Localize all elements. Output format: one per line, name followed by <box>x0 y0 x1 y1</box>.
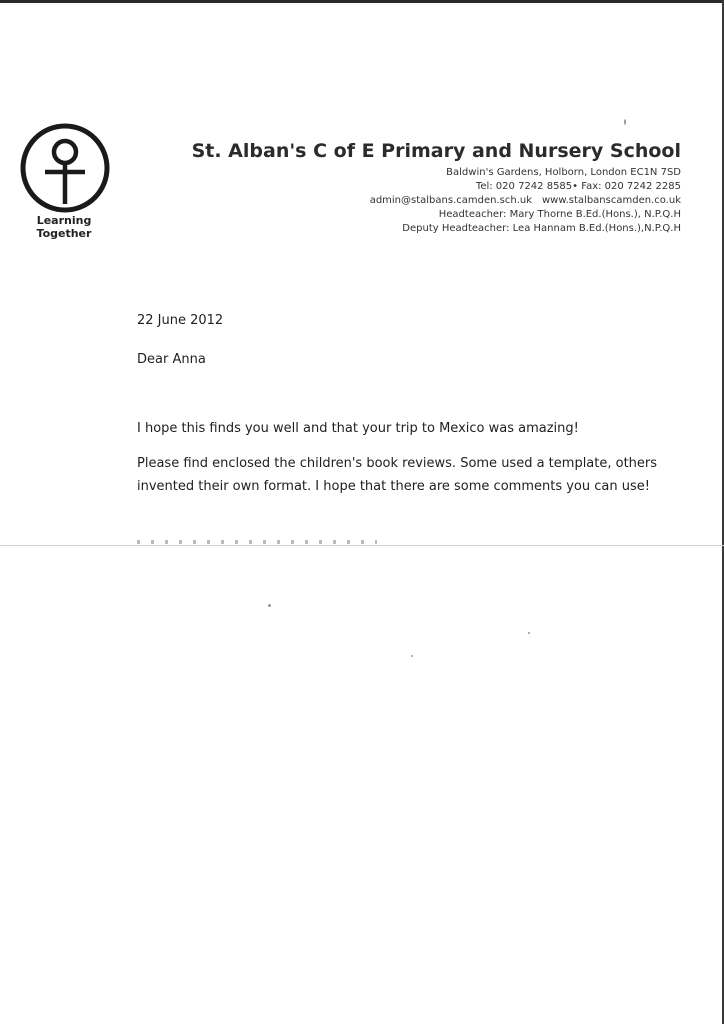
cut-off-text-fragment <box>137 540 377 544</box>
school-name-heading: St. Alban's C of E Primary and Nursery School <box>191 140 681 162</box>
letter-paragraph-1: I hope this finds you well and that your trip to Mexico was amazing! <box>137 421 579 436</box>
contact-details <box>370 166 681 236</box>
letter-paragraph-2: Please find enclosed the children's book reviews. Some used a template, others invented their own format. I hope that there are some comments you can use! <box>137 456 658 494</box>
letter-body <box>137 312 677 498</box>
scan-top-edge <box>0 0 724 3</box>
ankh-cross-circle-icon <box>19 122 111 214</box>
scan-speck <box>624 119 626 125</box>
scan-speck <box>411 655 413 657</box>
letter-salutation: Dear Anna <box>137 352 206 367</box>
school-address: Baldwin's Gardens, Holborn, London EC1N 7SD <box>446 167 681 178</box>
school-email: admin@stalbans.camden.sch.uk <box>369 195 532 206</box>
school-motto: Learning Together <box>36 214 92 240</box>
phone-fax: Tel: 020 7242 8585• Fax: 020 7242 2285 <box>475 181 681 192</box>
school-website: www.stalbanscamden.co.uk <box>542 195 681 206</box>
letter-date: 22 June 2012 <box>137 313 224 328</box>
deputy-headteacher-line: Deputy Headteacher: Lea Hannam B.Ed.(Hons.),N.P.Q.H <box>402 223 681 234</box>
scan-speck <box>268 604 271 607</box>
headteacher-line: Headteacher: Mary Thorne B.Ed.(Hons.), N.P.Q.H <box>438 209 681 220</box>
scan-speck <box>528 632 530 634</box>
email-website-line <box>370 194 681 208</box>
scan-fold-line <box>0 545 724 546</box>
